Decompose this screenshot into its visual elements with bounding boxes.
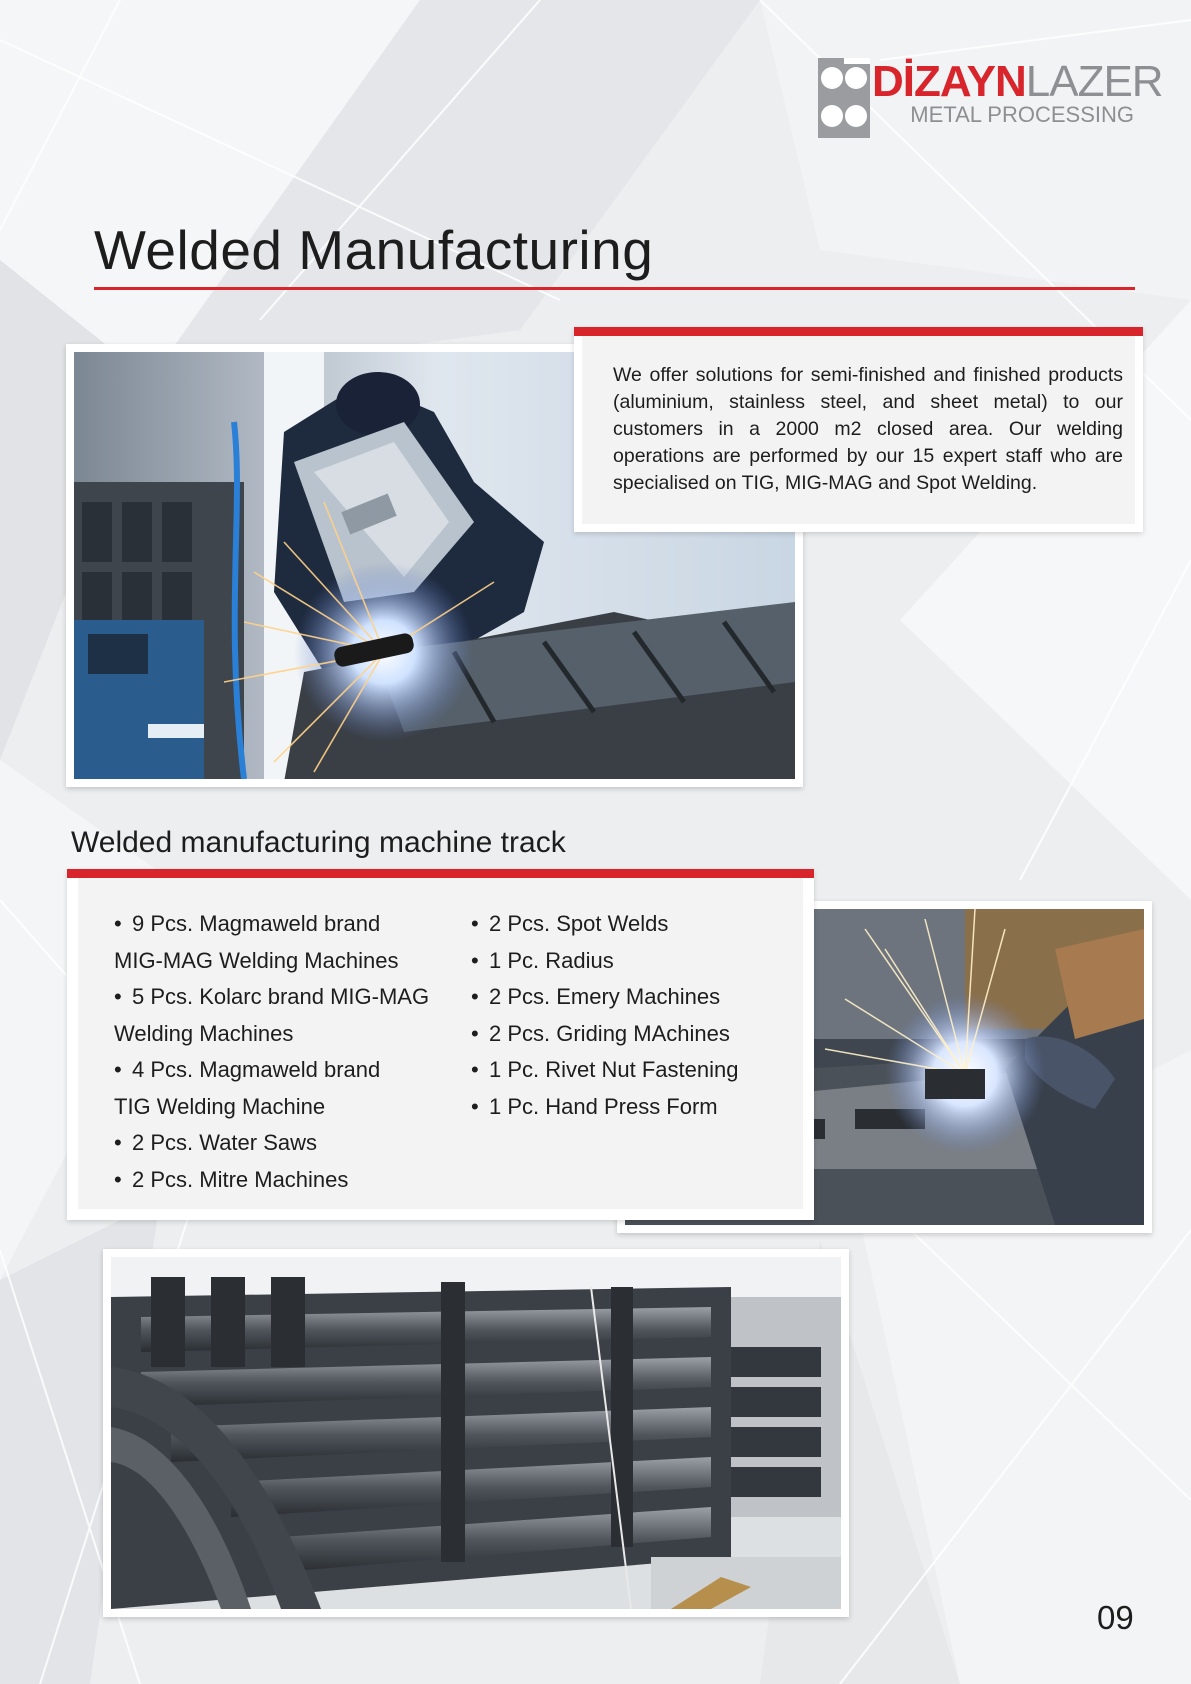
list-item: • 4 Pcs. Magmaweld brand TIG Welding Machine: [114, 1052, 429, 1125]
steel-frames-photo: [103, 1249, 849, 1617]
logo-brand-grey: LAZER: [1025, 57, 1163, 106]
machine-list-box: [67, 869, 814, 1220]
list-item: • 1 Pc. Radius: [471, 943, 738, 980]
machine-list-left: [114, 906, 429, 1198]
list-item: • 2 Pcs. Griding MAchines: [471, 1016, 738, 1053]
steel-frames-photo-image: [111, 1257, 841, 1609]
intro-paragraph: We offer solutions for semi-finished and finished products (aluminium, stainless steel, and sheet metal) to our customers in a 2000 m2 closed area. Our welding operations are performed by our 15 expert staff who are specialised on TIG, MIG-MAG and Spot Welding.: [613, 364, 1123, 494]
list-item: • 9 Pcs. Magmaweld brand MIG-MAG Welding Machines: [114, 906, 429, 979]
machine-track-title: Welded manufacturing machine track: [71, 826, 566, 859]
list-item: • 2 Pcs. Emery Machines: [471, 979, 738, 1016]
list-item: • 1 Pc. Rivet Nut Fastening: [471, 1052, 738, 1089]
title-divider: [94, 287, 1135, 290]
list-item: • 2 Pcs. Mitre Machines: [114, 1162, 429, 1199]
logo-brand-name: [872, 57, 1163, 106]
logo-subtitle: METAL PROCESSING: [910, 102, 1134, 127]
page-number: 09: [1097, 1599, 1134, 1636]
machine-list-panel: [78, 878, 803, 1209]
intro-text-panel: [582, 336, 1135, 524]
list-item: • 1 Pc. Hand Press Form: [471, 1089, 738, 1126]
logo-mark-icon: [818, 58, 870, 138]
list-item: • 2 Pcs. Water Saws: [114, 1125, 429, 1162]
list-item: • 5 Pcs. Kolarc brand MIG-MAG Welding Machines: [114, 979, 429, 1052]
company-logo: [818, 57, 1163, 140]
intro-text-box: [574, 327, 1143, 532]
list-item: • 2 Pcs. Spot Welds: [471, 906, 738, 943]
logo-brand-red: DİZAYN: [872, 57, 1026, 106]
page-title: Welded Manufacturing: [94, 219, 654, 281]
machine-list-right: [471, 906, 738, 1125]
